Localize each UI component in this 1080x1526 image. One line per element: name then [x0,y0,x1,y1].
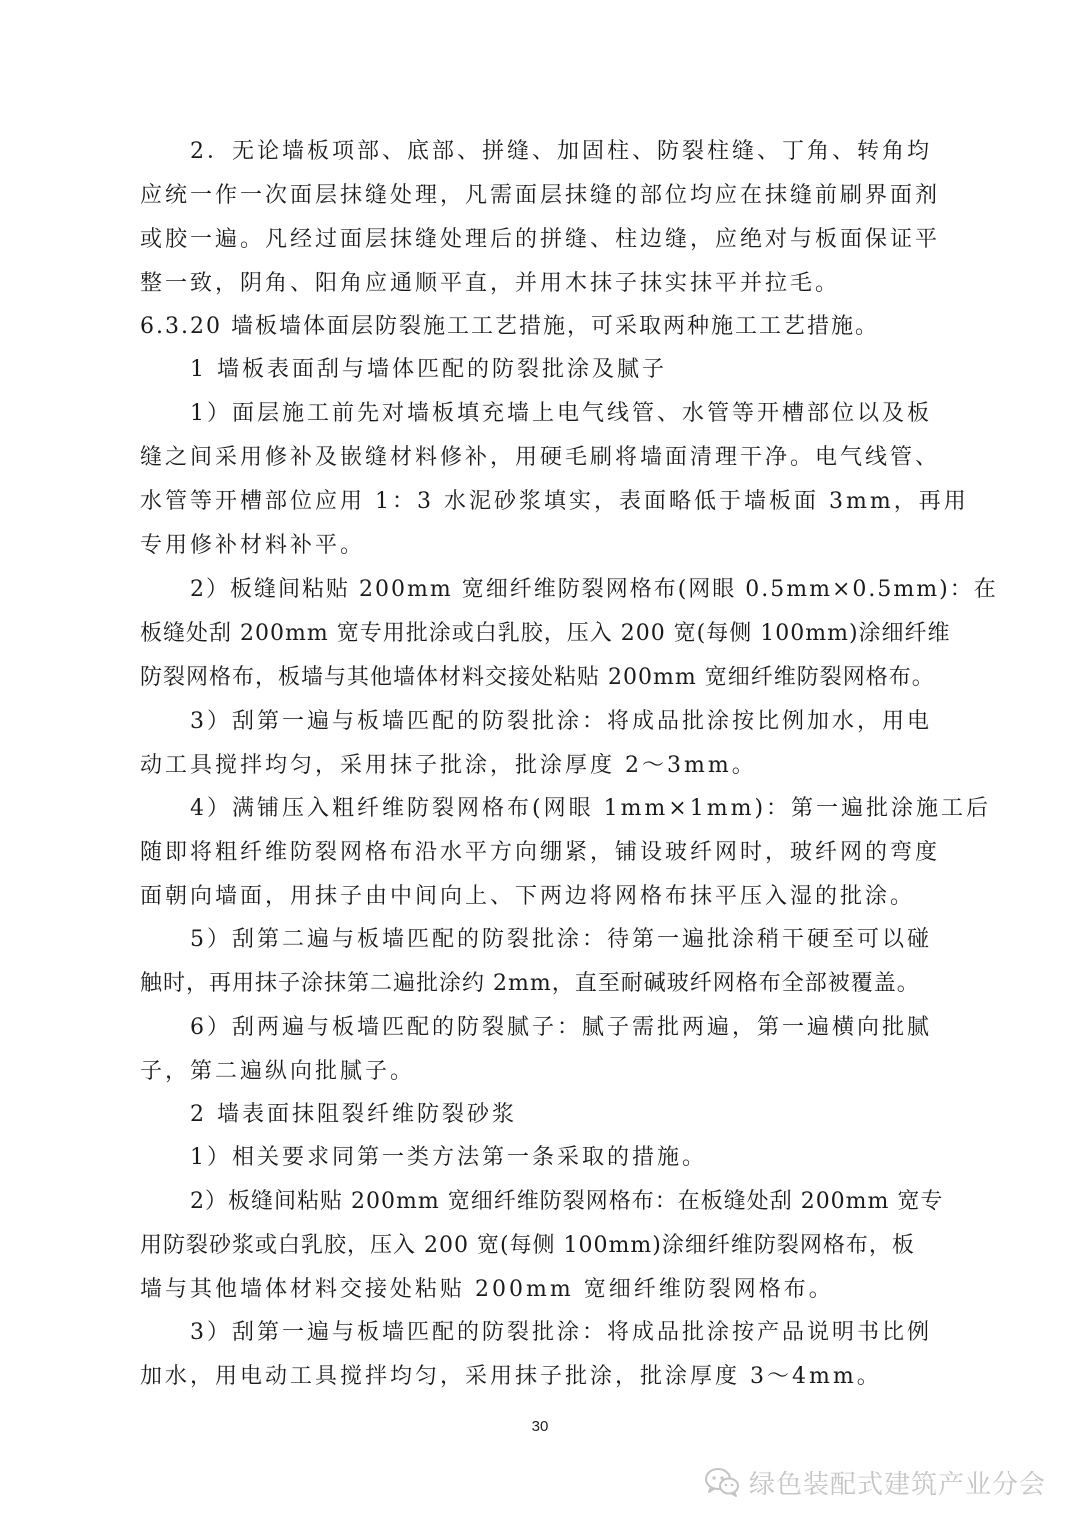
paragraph-line: 防裂网格布，板墙与其他墙体材料交接处粘贴 200mm 宽细纤维防裂网格布。 [140,665,935,690]
paragraph-line: 子，第二遍纵向批腻子。 [140,1059,416,1084]
paragraph-line: 6）刮两遍与板墙匹配的防裂腻子：腻子需批两遍，第一遍横向批腻 [190,1015,932,1040]
paragraph-line: 水管等开槽部位应用 1：3 水泥砂浆填实，表面略低于墙板面 3mm，再用 [140,489,969,514]
paragraph-line: 加水，用电动工具搅拌均匀，采用抹子批涂，批涂厚度 3～4mm。 [140,1364,882,1389]
paragraph-line: 2）板缝间粘贴 200mm 宽细纤维防裂网格布(网眼 0.5mm×0.5mm)：在 [190,577,998,602]
paragraph-line: 1）相关要求同第一类方法第一条采取的措施。 [190,1145,707,1170]
paragraph-line: 板缝处刮 200mm 宽专用批涂或白乳胶，压入 200 宽(每侧 100mm)涂细纤维 [140,621,951,646]
paragraph-line: 面朝向墙面，用抹子由中间向上、下两边将网格布抹平压入湿的批涂。 [140,884,916,909]
paragraph-line: 缝之间采用修补及嵌缝材料修补，用硬毛刷将墙面清理干净。电气线管、 [140,445,941,470]
subsection-heading: 2 墙表面抹阻裂纤维防裂砂浆 [190,1102,517,1127]
paragraph-line: 触时，再用抹子涂抹第二遍批涂约 2mm，直至耐碱玻纤网格布全部被覆盖。 [140,971,920,996]
subsection-heading: 1 墙板表面刮与墙体匹配的防裂批涂及腻子 [190,357,667,382]
page-number: 30 [531,1418,549,1435]
wechat-icon [703,1466,741,1498]
paragraph-line: 1）面层施工前先对墙板填充墙上电气线管、水管等开槽部位以及板 [190,401,932,426]
paragraph-line: 或胶一遍。凡经过面层抹缝处理后的拼缝、柱边缝，应绝对与板面保证平 [140,227,941,252]
paragraph-line: 整一致，阴角、阳角应通顺平直，并用木抹子抹实抹平并拉毛。 [140,271,841,296]
watermark-text: 绿色装配式建筑产业分会 [748,1469,1046,1500]
paragraph-line: 动工具搅拌均匀，采用抹子批涂，批涂厚度 2～3mm。 [140,753,757,778]
paragraph-line: 2．无论墙板项部、底部、拼缝、加固柱、防裂柱缝、丁角、转角均 [190,139,932,164]
paragraph-line: 用防裂砂浆或白乳胶，压入 200 宽(每侧 100mm)涂细纤维防裂网格布，板 [140,1233,915,1258]
paragraph-line: 应统一作一次面层抹缝处理，凡需面层抹缝的部位均应在抹缝前刷界面剂 [140,183,941,208]
paragraph-line: 5）刮第二遍与板墙匹配的防裂批涂：待第一遍批涂稍干硬至可以碰 [190,927,932,952]
watermark [703,1462,1046,1502]
paragraph-line: 4）满铺压入粗纤维防裂网格布(网眼 1mm×1mm)：第一遍批涂施工后 [190,796,992,821]
section-heading: 6.3.20 墙板墙体面层防裂施工工艺措施，可采取两种施工工艺措施。 [140,314,879,339]
paragraph-line: 随即将粗纤维防裂网格布沿水平方向绷紧，铺设玻纤网时，玻纤网的弯度 [140,840,941,865]
paragraph-line: 3）刮第一遍与板墙匹配的防裂批涂：将成品批涂按比例加水，用电 [190,709,932,734]
paragraph-line: 专用修补材料补平。 [140,533,366,558]
paragraph-line: 墙与其他墙体材料交接处粘贴 200mm 宽细纤维防裂网格布。 [140,1277,834,1302]
paragraph-line: 2）板缝间粘贴 200mm 宽细纤维防裂网格布：在板缝处刮 200mm 宽专 [190,1189,944,1214]
paragraph-line: 3）刮第一遍与板墙匹配的防裂批涂：将成品批涂按产品说明书比例 [190,1320,932,1345]
